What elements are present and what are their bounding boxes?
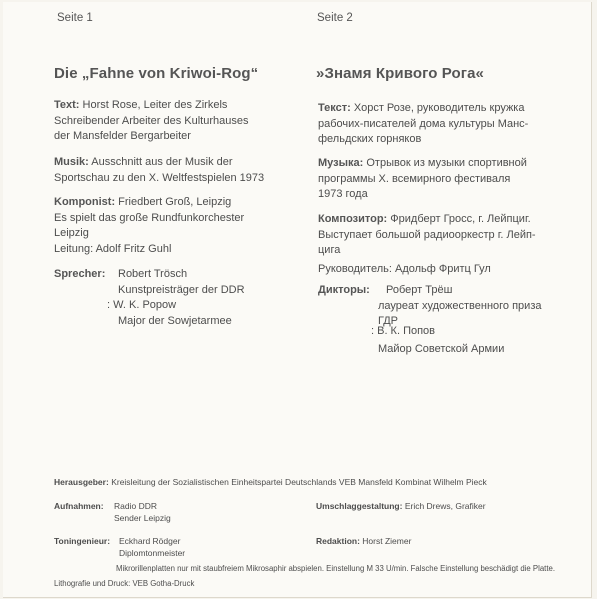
side-1-speaker-credit-2: [107, 298, 176, 314]
side-2-label: Seite 2: [317, 12, 353, 24]
side-2-text-line-1: Хорст Розе, руководитель кружка: [353, 102, 525, 114]
cover-design-credit: [316, 500, 486, 512]
side-1-text-credit: [54, 98, 248, 145]
side-1-music-line-1: Ausschnitt aus der Musik der: [91, 156, 233, 168]
side-1-speaker-line-1: Robert Trösch: [118, 268, 188, 280]
side-2-text-label: Текст:: [318, 102, 351, 114]
publisher-value: Kreisleitung der Sozialistischen Einheitspartei Deutschlands VEB Mansfeld Kombinat Wilhelm Pieck: [111, 477, 487, 487]
side-1-composer-line-3: Leipzig: [54, 227, 89, 239]
side-1-speaker-label: Sprecher:: [54, 268, 106, 280]
side-2-speakers-line-4: : В. К. Попов: [371, 325, 436, 337]
side-2-music-line-3: 1973 года: [318, 188, 368, 200]
side-2-music-line-1: Отрывок из музыки спортивной: [366, 157, 527, 169]
side-2-speakers-line-5: Майор Советской Армии: [378, 343, 505, 355]
side-2-speakers-credit-3: [371, 324, 435, 340]
side-1-composer-line-4: Leitung: Adolf Fritz Guhl: [54, 242, 172, 255]
side-1-text-line-2: Schreibender Arbeiter des Kulturhauses: [54, 114, 249, 127]
side-1-speaker-credit-3: [118, 314, 232, 330]
side-2-text-credit: [318, 101, 528, 148]
recordings-label: Aufnahmen:: [54, 501, 104, 511]
side-2-composer-line-2: Выступает большой радиооркестр г. Лейп-: [318, 228, 536, 241]
sound-engineer-label-block: [54, 535, 110, 547]
side-1-speaker-line-4: Major der Sowjetarmee: [118, 314, 232, 327]
side-2-composer-line-1: Фридберт Гросс, г. Лейпциг.: [390, 213, 531, 225]
playback-note: Mikrorillenplatten nur mit staubfreiem Mikrosaphir abspielen. Einstellung M 33 U/min. Falsche Einstellung beschädigt die Platte.: [116, 564, 556, 573]
side-1-music-credit: [54, 155, 264, 186]
side-2-composer-label: Композитор:: [318, 213, 388, 225]
side-2-conductor: Руководитель: Адольф Фритц Гул: [318, 263, 491, 275]
editorial-credit: [316, 535, 411, 547]
side-1-speaker-credit: [118, 267, 245, 298]
side-2-composer-line-3: цига: [318, 244, 341, 256]
printing-credit: Lithografie und Druck: VEB Gotha-Druck: [54, 579, 195, 588]
side-1-text-line-1: Horst Rose, Leiter des Zirkels: [82, 99, 228, 111]
side-1-text-label: Text:: [54, 99, 80, 111]
side-2-music-label: Музыка:: [318, 157, 364, 169]
side-1-speaker-line-3: : W. K. Popow: [107, 299, 177, 311]
side-2-speakers-line-1: Роберт Трёш: [386, 284, 453, 296]
side-2-speakers-credit-4: [378, 342, 504, 358]
publisher-credit: [54, 476, 487, 488]
sound-engineer-line-1: Eckhard Rödger: [119, 536, 181, 546]
side-1-speaker-label-block: [54, 267, 105, 283]
side-2-speakers-line-3: ГДР: [378, 315, 399, 327]
side-1-title: Die „Fahne von Kriwoi-Rog“: [54, 65, 259, 82]
side-2-composer-credit: [318, 212, 536, 259]
recordings-credit: [114, 500, 171, 524]
record-back-cover: [3, 2, 592, 598]
side-1-music-label: Musik:: [54, 156, 89, 168]
side-1-composer-line-1: Friedbert Groß, Leipzig: [118, 196, 232, 208]
side-2-speakers-label-block: [318, 283, 370, 299]
side-2-speakers-credit: [386, 283, 452, 299]
side-1-composer-label: Komponist:: [54, 196, 116, 208]
side-1-composer-credit: [54, 195, 244, 257]
side-2-speakers-label: Дикторы:: [318, 284, 370, 296]
side-1-label: Seite 1: [57, 12, 93, 24]
side-2-text-line-3: фельдских горняков: [318, 133, 422, 145]
recordings-line-1: Radio DDR: [114, 501, 157, 511]
side-2-text-line-2: рабочих-писателей дома культуры Манс-: [318, 117, 529, 130]
side-2-music-credit: [318, 156, 527, 203]
side-2-music-line-2: программы X. всемирного фестиваля: [318, 172, 511, 185]
sound-engineer-credit: [119, 535, 185, 559]
side-2-speakers-line-2: лауреат художественного приза: [378, 299, 542, 312]
editorial-value: Horst Ziemer: [362, 536, 412, 546]
side-2-title: »Знамя Кривого Рога«: [316, 65, 484, 82]
side-1-composer-line-2: Es spielt das große Rundfunkorchester: [54, 211, 245, 224]
editorial-label: Redaktion:: [316, 536, 360, 546]
sound-engineer-line-2: Diplomtonmeister: [119, 548, 186, 558]
side-1-speaker-line-2: Kunstpreisträger der DDR: [118, 283, 245, 296]
publisher-label: Herausgeber:: [54, 477, 109, 487]
side-1-text-line-3: der Mansfelder Bergarbeiter: [54, 130, 191, 142]
recordings-label-block: [54, 500, 104, 512]
cover-design-value: Erich Drews, Grafiker: [404, 501, 486, 511]
recordings-line-2: Sender Leipzig: [114, 513, 171, 523]
cover-design-label: Umschlaggestaltung:: [316, 501, 403, 511]
sound-engineer-label: Toningenieur:: [54, 536, 111, 546]
side-1-music-line-2: Sportschau zu den X. Weltfestspielen 1973: [54, 171, 265, 184]
